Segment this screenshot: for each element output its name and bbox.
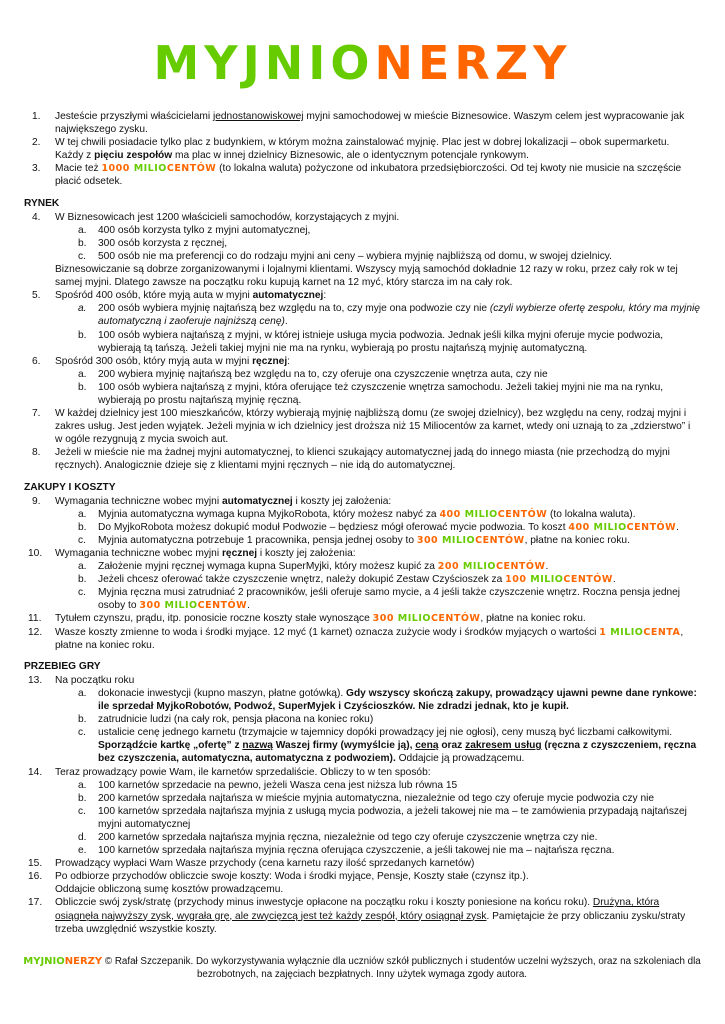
rules-content <box>24 110 700 936</box>
copyright-footer <box>12 955 712 981</box>
footer-line-1: © Rafał Szczepanik. Do wykorzystywania wyłącznie dla uczniów szkół publicznych i studentów uczelni wyższych, oraz na szkoleniach dla <box>102 956 701 967</box>
section-heading-zakupy: ZAKUPY I KOSZTY <box>24 481 116 493</box>
currency-mark: 1000 MILIOCENTÓW <box>101 163 217 175</box>
sub-list-item: c. Myjnia ręczna musi zatrudniać 2 pracowników, jeśli oferuje samo mycie, a 4 jeśli także czyszczenie wnętrz. Roczna pensja jednej osoby to 300 MILIOCENTÓW. <box>78 587 681 612</box>
sub-list-item: d. 200 karnetów sprzedała najtańsza myjnia ręczna, niezależnie od tego czy oferuje czyszczenie wnętrza czy nie. <box>78 831 598 843</box>
list-item: 11. Tytułem czynszu, prądu, itp. ponosicie roczne koszty stałe wynoszące 300 MILIOCENTÓW, płatne na koniec roku. <box>28 613 586 625</box>
sub-list-item: b. 100 osób wybiera najtańszą z myjni, która oferujące też czyszczenie wnętrza samochodu. Jeżeli takiej myjni nie ma na rynku, wybierają po prostu najtańszą myjnię ręczną. <box>78 381 664 406</box>
sub-list-item: a. dokonacie inwestycji (kupno maszyn, płatne gotówką). Gdy wszyscy skończą zakupy, prowadzący ujawni pewne dane rynkowe: ile sprzedał MyjkoRobotów, Podwoź, SuperMyjek i Czyścioszków. Nie zdradzi jednak, kto je kupił. <box>78 687 697 713</box>
section-heading-rynek: RYNEK <box>24 197 60 209</box>
currency-mark: 300 MILIOCENTÓW <box>372 613 481 625</box>
list-item: 6. Spośród 300 osób, który myją auta w myjni ręcznej: <box>32 355 291 367</box>
sub-list-item: b. Jeżeli chcesz oferować także czyszczenie wnętrz, należy dokupić Zestaw Czyścioszek za 100 MILIOCENTÓW. <box>78 574 616 586</box>
sub-list-item: c. Myjnia automatyczna potrzebuje 1 pracownika, pensja jednej osoby to 300 MILIOCENTÓW, płatne na koniec roku. <box>78 534 630 546</box>
list-item: 10. Wymagania techniczne wobec myjni ręcznej i koszty jej założenia: <box>28 548 356 559</box>
currency-mark: 100 MILIOCENTÓW <box>505 574 613 586</box>
sub-list-item: a. 400 osób korzysta tylko z myjni automatycznej, <box>78 224 311 236</box>
currency-mark: 200 MILIOCENTÓW <box>437 561 546 573</box>
logo-part-orange: NERZY <box>374 36 572 90</box>
sub-list-item: e. 100 karnetów sprzedała najtańsza myjnia ręczna oferująca czyszczenie, a jeśli takowej nie ma – najtańsza ręczna. <box>78 845 615 857</box>
list-paragraph: Biznesowiczanie są dobrze zorganizowanymi i lojalnymi klientami. Wszyscy myją samochód dokładnie 12 razy w roku, przez cały rok w tej samej myjni. Dlatego zawsze na początku roku kupują karnet na 12 myć, który starcza im na cały rok. <box>55 264 678 289</box>
footer-line-2: bezrobotnych, na zajęciach bezpłatnych. Inny użytek wymaga zgody autora. <box>196 969 528 980</box>
logo-part-green: MYJNIO <box>153 36 375 90</box>
list-paragraph: Oddajcie obliczoną sumę kosztów prowadzącemu. <box>55 884 284 896</box>
sub-list-item: c. 100 karnetów sprzedała najtańsza myjnia z usługą mycia podwozia, a jeżeli takowej nie ma – te zamówienia przypadają najtańszej myjni automatycznej <box>78 805 687 830</box>
sub-list-item: b. 100 osób wybiera najtańszą z myjni, w której istnieje usługa mycia podwozia. Jednak jeśli kilka myjni oferuje mycie podwozia, wybierają tą tańszą. Jeżeli takiej myjni nie ma na rynku, wybierają po prostu najtańszą myjnię automatyczną. <box>78 329 664 354</box>
list-item: 16. Po odbiorze przychodów obliczcie swoje koszty: Woda i środki myjące, Pensje, Koszty stałe (czynsz itp.). <box>28 871 529 883</box>
sub-list-item: a. 200 osób wybiera myjnię najtańszą bez względu na to, czy myje ona podwozie czy nie (czyli wybierze ofertę zespołu, który ma myjnię automatyczną i zaoferuje najniższą cenę). <box>78 303 700 328</box>
sub-list-item: b. zatrudnicie ludzi (na cały rok, pensja płacona na koniec roku) <box>78 714 374 726</box>
sub-list-item: c. ustalicie cenę jednego karnetu (trzymajcie w tajemnicy dopóki prowadzący jej nie ogłosi), ceny muszą być liczbami całkowitymi. Sporządźcie kartkę „ofertę” z nazwą Waszej firmy (wymyślcie ją), ceną oraz zakresem usług (ręczna z czyszczeniem, ręczna bez czyszczenia, automatyczna, automatyczna z podwoziem). Oddajcie ją prowadzącemu. <box>78 727 697 765</box>
list-item: 3. Macie też 1000 MILIOCENTÓW (to lokalna waluta) pożyczone od inkubatora przedsiębiorczości. Od tej kwoty nie musicie na szczęście płacić odsetek. <box>32 163 682 188</box>
list-item: 7. W każdej dzielnicy jest 100 mieszkańców, którzy wybierają myjnię najbliższą domu (ze swojej dzielnicy), bez względu na ceny, rodzaj myjni i zakres usług. Jest jeden wyjątek. Jeżeli myjnia w ich dzielnicy jest droższa niż 15 Miliocentów za karnet, wtedy oni uznają to za „zdzierstwo” i w ogóle rezygnują z mycia swoich aut. <box>32 408 691 446</box>
sub-list-item: b. 200 karnetów sprzedała najtańsza w mieście myjnia automatyczna, niezależnie od tego czy oferuje mycie podwozia czy nie <box>78 792 655 804</box>
sub-list-item: a. Założenie myjni ręcznej wymaga kupna SuperMyjki, który możesz kupić za 200 MILIOCENTÓW. <box>78 561 549 573</box>
list-item: 12. Wasze koszty zmienne to woda i środki myjące. 12 myć (1 karnet) oznacza zużycie wody i środków myjących o wartości 1 MILIOCENTA, płatne na koniec roku. <box>28 626 684 651</box>
list-item: 1. Jesteście przyszłymi właścicielami jednostanowiskowej myjni samochodowej w mieście Biznesowice. Waszym celem jest wypracowanie jak największego zysku. <box>32 111 685 136</box>
list-item: 14. Teraz prowadzący powie Wam, ile karnetów sprzedaliście. Obliczy to w ten sposób: <box>28 766 431 778</box>
currency-mark: 300 MILIOCENTÓW <box>139 600 248 612</box>
currency-mark: 1 MILIOCENTA <box>599 626 681 638</box>
currency-mark: 400 MILIOCENTÓW <box>439 508 548 520</box>
list-item: 9. Wymagania techniczne wobec myjni automatycznej i koszty jej założenia: <box>32 495 392 507</box>
list-item: 15. Prowadzący wypłaci Wam Wasze przychody (cena karnetu razy ilość sprzedanych karnetów) <box>28 858 475 870</box>
list-item: 17. Obliczcie swój zysk/stratę (przychody minus inwestycje opłacone na początku roku i koszty poniesione na końcu roku). Drużyna, która osiągnęła najwyższy zysk, wygrała grę, ale zwycięzcą jest też każdy zespół, który osiągnął zysk. Pamiętajcie że przy obliczaniu zysku/straty trzeba uwzględnić wszystkie koszty. <box>28 897 686 935</box>
sub-list-item: b. 300 osób korzysta z ręcznej, <box>78 237 228 249</box>
sub-list-item: a. Myjnia automatyczna wymaga kupna MyjkoRobota, który możesz nabyć za 400 MILIOCENTÓW (to lokalna waluta). <box>78 508 636 520</box>
list-item: 8. Jeżeli w mieście nie ma żadnej myjni automatycznej, to klienci szukający automatycznej jadą do innego miasta (nie przechodzą do myjni ręcznych). Analogicznie dzieje się z klientami myjni ręcznych – nie idą do automatycznej. <box>32 447 670 472</box>
currency-mark: 300 MILIOCENTÓW <box>416 534 525 546</box>
title-logo <box>0 36 725 90</box>
footer-logo: MYJNIONERZY <box>23 956 103 967</box>
list-item: 2. W tej chwili posiadacie tylko plac z budynkiem, w którym można zainstalować myjnię. Plac jest w dobrej lokalizacji – obok supermarketu. Każdy z pięciu zespołów ma plac w innej dzielnicy Biznesowic, ale o identycznym potencjale rynkowym. <box>32 137 670 162</box>
sub-list-item: a. 200 wybiera myjnię najtańszą bez względu na to, czy oferuje ona czyszczenie wnętrza auta, czy nie <box>78 368 548 380</box>
list-item: 4. W Biznesowicach jest 1200 właścicieli samochodów, korzystających z myjni. <box>32 211 400 223</box>
sub-list-item: a. 100 karnetów sprzedacie na pewno, jeżeli Wasza cena jest niższa lub równa 15 <box>78 779 458 791</box>
sub-list-item: c. 500 osób nie ma preferencji co do rodzaju myjni ani ceny – wybiera myjnię najbliższą od domu, w swojej dzielnicy. <box>78 250 612 262</box>
currency-mark: 400 MILIOCENTÓW <box>568 521 677 533</box>
list-item: 13. Na początku roku <box>28 674 135 686</box>
list-item: 5. Spośród 400 osób, które myją auta w myjni automatycznej: <box>32 290 327 302</box>
section-heading-przebieg: PRZEBIEG GRY <box>24 660 101 672</box>
sub-list-item: b. Do MyjkoRobota możesz dokupić moduł Podwozie – będziesz mógł oferować mycie podwozia. To koszt 400 MILIOCENTÓW. <box>78 521 679 533</box>
